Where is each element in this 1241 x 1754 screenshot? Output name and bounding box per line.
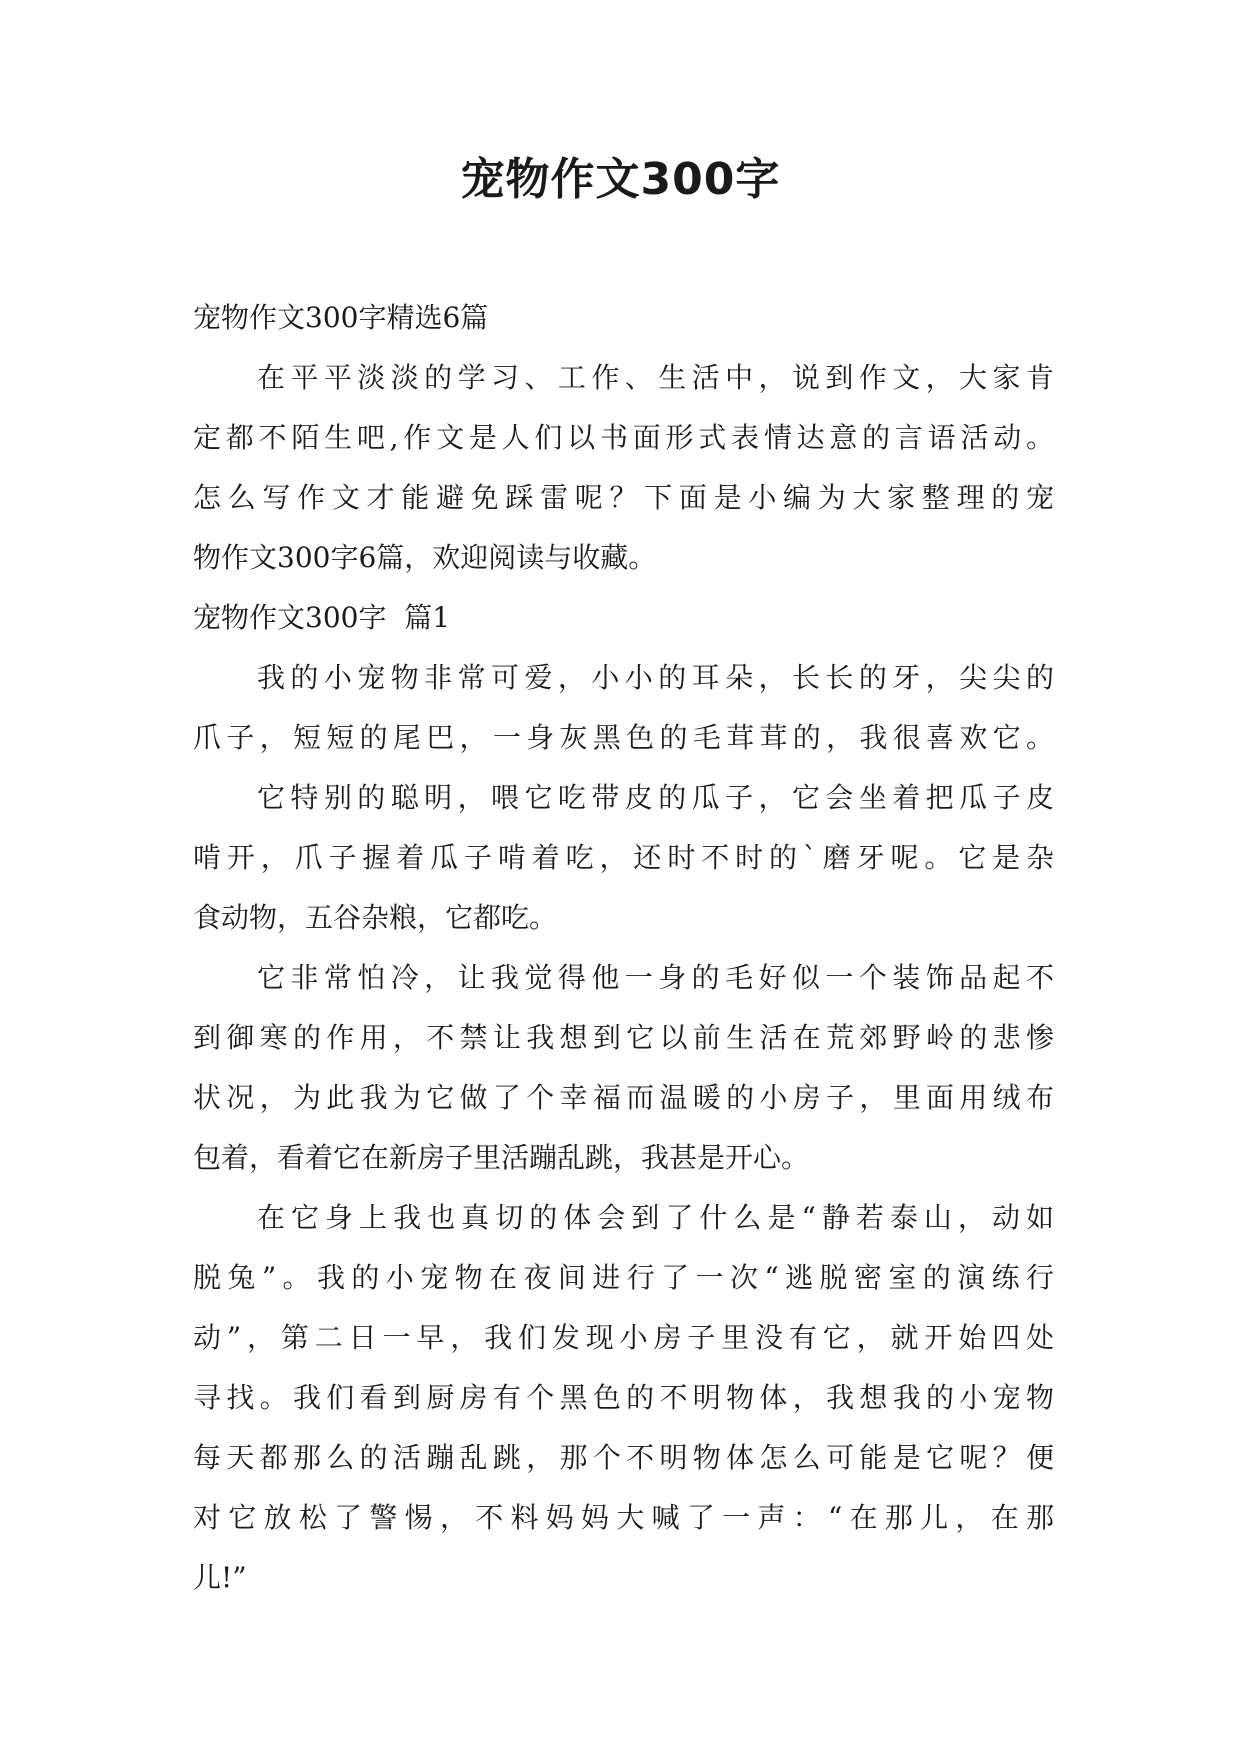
paragraph-line: 儿!”: [193, 1561, 247, 1594]
page-title: 宠物作文300字: [460, 154, 781, 205]
paragraph-line: 到御寒的作用，不禁让我想到它以前生活在荒郊野岭的悲惨: [193, 1021, 1054, 1054]
paragraph-line: 食动物，五谷杂粮，它都吃。: [193, 901, 558, 934]
paragraph-line: 每天都那么的活蹦乱跳，那个不明物体怎么可能是它呢？便: [193, 1441, 1054, 1474]
intro-line: 物作文300字6篇，欢迎阅读与收藏。: [193, 541, 657, 574]
section-heading: 宠物作文300字 篇1: [193, 601, 451, 634]
paragraph-line: 包着，看着它在新房子里活蹦乱跳，我甚是开心。: [193, 1141, 810, 1174]
paragraph-line: 我的小宠物非常可爱，小小的耳朵，长长的牙，尖尖的: [257, 661, 1054, 694]
paragraph-line: 在它身上我也真切的体会到了什么是“静若泰山，动如: [257, 1201, 1054, 1234]
paragraph-line: 它特别的聪明，喂它吃带皮的瓜子，它会坐着把瓜子皮: [257, 781, 1054, 814]
intro-line: 怎么写作文才能避免踩雷呢？下面是小编为大家整理的宠: [193, 481, 1054, 514]
paragraph-line: 对它放松了警惕，不料妈妈大喊了一声：“在那儿，在那: [193, 1501, 1054, 1534]
intro-line: 定都不陌生吧,作文是人们以书面形式表情达意的言语活动。: [193, 421, 1054, 454]
paragraph-line: 状况，为此我为它做了个幸福而温暖的小房子，里面用绒布: [193, 1081, 1054, 1114]
intro-line: 在平平淡淡的学习、工作、生活中，说到作文，大家肯: [257, 361, 1054, 394]
paragraph-line: 啃开，爪子握着瓜子啃着吃，还时不时的`磨牙呢。它是杂: [193, 841, 1054, 874]
paragraph-line: 爪子，短短的尾巴，一身灰黑色的毛茸茸的，我很喜欢它。: [193, 721, 1054, 754]
paragraph-line: 它非常怕冷，让我觉得他一身的毛好似一个装饰品起不: [257, 961, 1054, 994]
paragraph-line: 动”，第二日一早，我们发现小房子里没有它，就开始四处: [193, 1321, 1054, 1354]
paragraph-line: 寻找。我们看到厨房有个黑色的不明物体，我想我的小宠物: [193, 1381, 1054, 1414]
document-subtitle: 宠物作文300字精选6篇: [193, 301, 489, 334]
paragraph-line: 脱兔”。我的小宠物在夜间进行了一次“逃脱密室的演练行: [193, 1261, 1054, 1294]
